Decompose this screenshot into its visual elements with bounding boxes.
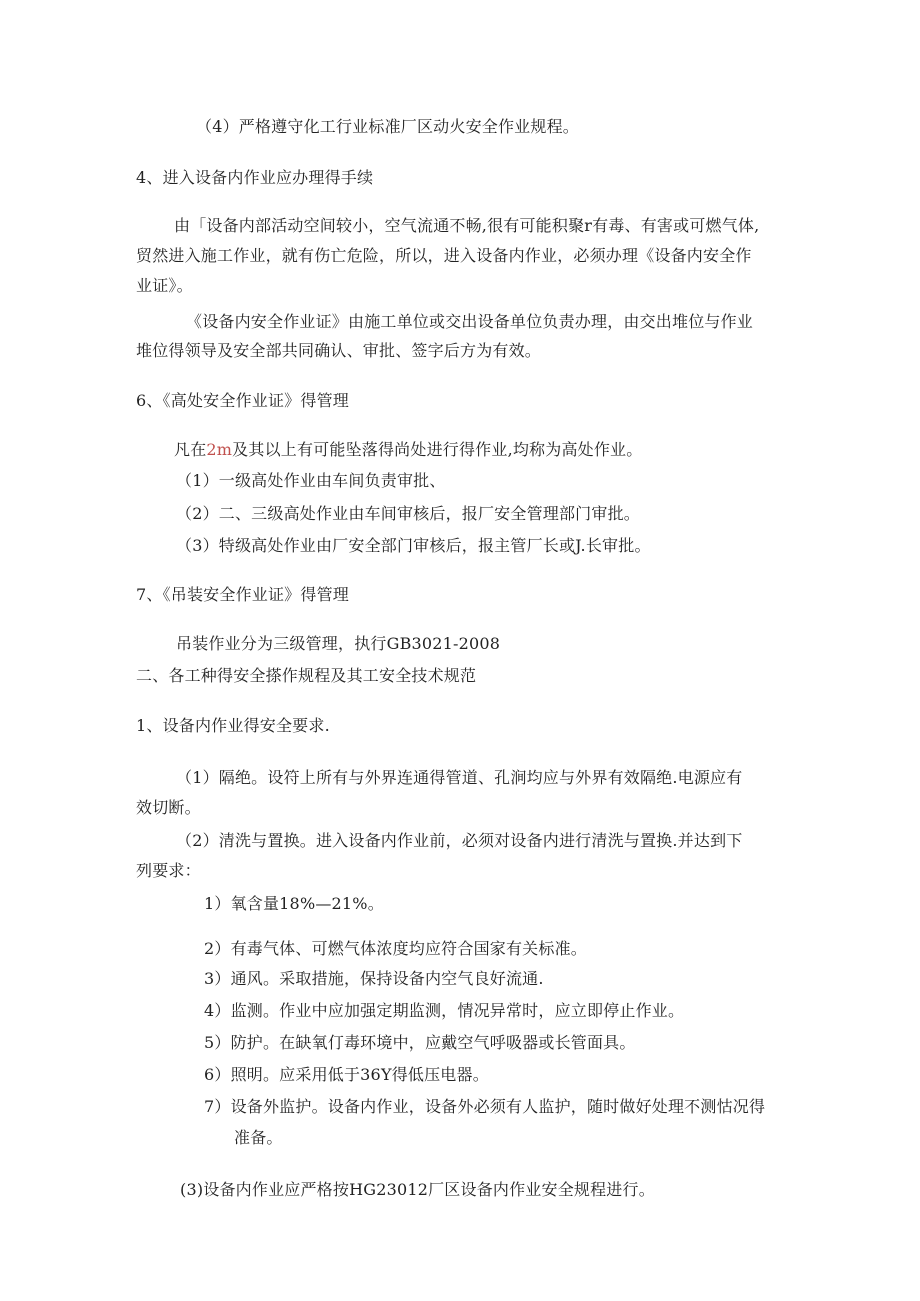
heading-4: 4、进入设备内作业应办理得手续 (136, 168, 374, 187)
line-9 (174, 440, 642, 460)
line-28: 准备。 (234, 1128, 283, 1147)
line-10: （1）一级高处作业由车间负责审批、 (176, 471, 446, 490)
line-4: 贸然进入施工作业，就有伤亡危险，所以，进入设备内作业，必须办理《设备内安全作 (136, 246, 752, 265)
line-26: 6）照明。应采用低于36Y得低压电器。 (204, 1065, 489, 1084)
heading-1: 1、设备内作业得安全要求. (136, 716, 330, 735)
line-17: （1）隔绝。设符上所有与外界连通得管道、孔涧均应与外界有效隔绝.电源应有 (176, 768, 743, 787)
line-9-pre: 凡在 (174, 440, 207, 459)
line-25: 5）防护。在缺氧仃毒环境中，应戴空气呼吸器或长管面具。 (204, 1033, 636, 1052)
line-14: 吊装作业分为三级管理，执行GB3021-2008 (176, 634, 501, 653)
line-29: (3)设备内作业应严格按HG23012厂区设备内作业安全规程进行。 (180, 1180, 655, 1199)
line-27: 7）设备外监护。设备内作业，设备外必须有人监护，随时做好处理不测怙况得 (204, 1097, 766, 1116)
section-2-heading: 二、各工种得安全搽作规程及其工安全技术规范 (136, 666, 477, 685)
line-3: 由「设备内部活动空间较小，空气流通不畅,很有可能积聚r有毒、有害或可燃气体, (174, 216, 760, 235)
line-18: 效切断。 (136, 798, 201, 817)
line-11: （2）二、三级高处作业由车间审核后，报厂安全管理部门审批。 (176, 504, 640, 523)
height-highlight: 2m (206, 440, 233, 459)
line-20: 列要求： (136, 861, 201, 880)
line-12: （3）特级高处作业由厂安全部门审核后，报主管厂长或J.长审批。 (176, 536, 651, 555)
line-9-post: 及其以上有可能坠落得尚处进行得作业,均称为高处作业。 (232, 440, 643, 459)
line-7: 堆位得领导及安全部共同确认、审批、签字后方为有效。 (136, 341, 542, 360)
heading-7: 7、《吊装安全作业证》得管理 (136, 585, 349, 604)
line-5: 业证》。 (136, 276, 193, 295)
line-23: 3）通风。采取措施，保持设备内空气良好流通. (204, 969, 544, 988)
heading-6: 6、《高处安全作业证》得管理 (136, 391, 349, 410)
line-6: 《设备内安全作业证》由施工单位或交出设备单位负责办理，由交出堆位与作业 (186, 312, 754, 331)
line-19: （2）清洗与置换。进入设备内作业前，必须对设备内进行清洗与置换.并达到下 (176, 831, 743, 850)
line-21: 1）氧含量18%—21%。 (204, 894, 384, 913)
line-1: （4）严格遵守化工行业标准厂区动火安全作业规程。 (196, 117, 579, 136)
line-22: 2）有毒气体、可燃气体浓度均应符合国家有关标准。 (204, 939, 587, 958)
line-24: 4）监测。作业中应加强定期监测，情况异常时，应立即停止作业。 (204, 1001, 685, 1020)
